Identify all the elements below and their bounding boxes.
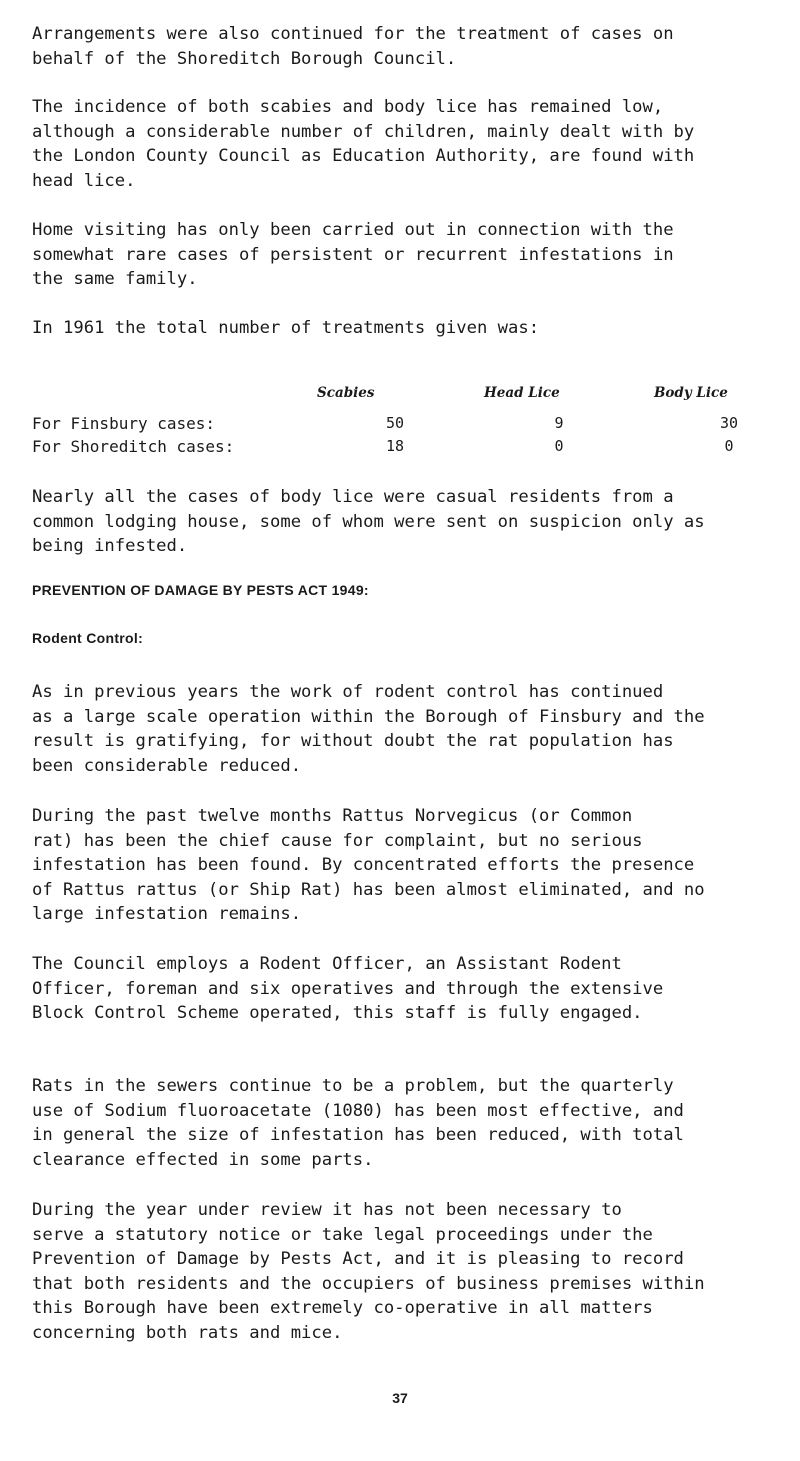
paragraph-rodent-work: As in previous years the work of rodent control has continued as a large scale operation within the Borough of Finsbury and the result is gratifying, for without doubt the rat population has been considerable reduced.	[32, 682, 705, 776]
table-cell: 18	[385, 437, 405, 455]
table-cell: 0	[724, 437, 734, 455]
page-number: 37	[392, 1390, 408, 1406]
table-cell: 50	[385, 414, 405, 432]
paragraph-incidence: The incidence of both scabies and body lice has remained low, although a considerable number of children, mainly dealt with by the London County Council as Education Authority, are found with head lice.	[32, 97, 695, 191]
table-cell: 9	[554, 414, 564, 432]
treatments-table	[32, 385, 772, 465]
column-header-body-lice: Body Lice	[654, 385, 728, 401]
column-header-head-lice: Head Lice	[484, 385, 560, 401]
paragraph-rodent-staff: The Council employs a Rodent Officer, an Assistant Rodent Officer, foreman and six operatives and through the extensive Block Control Scheme operated, this staff is fully engaged.	[32, 954, 664, 1023]
paragraph-legal-proceedings: During the year under review it has not been necessary to serve a statutory notice or take legal proceedings under the Prevention of Damage by Pests Act, and it is pleasing to record that both residents and the occupiers of business premises within this Borough have been extremely co-operative in all matters concerning both rats and mice.	[32, 1200, 705, 1343]
paragraph-body-lice-residents: Nearly all the cases of body lice were casual residents from a common lodging house, some of whom were sent on suspicion only as being infested.	[32, 487, 705, 556]
paragraph-total-treatments: In 1961 the total number of treatments given was:	[32, 318, 540, 338]
table-cell: 0	[554, 437, 564, 455]
paragraph-sewer-rats: Rats in the sewers continue to be a problem, but the quarterly use of Sodium fluoroacetate (1080) has been most effective, and in general the size of infestation has been reduced, with total clearance effected in some parts.	[32, 1076, 684, 1170]
table-cell: 30	[719, 414, 739, 432]
paragraph-shoreditch-arrangements: Arrangements were also continued for the treatment of cases on behalf of the Shoreditch Borough Council.	[32, 24, 674, 69]
paragraph-home-visiting: Home visiting has only been carried out in connection with the somewhat rare cases of persistent or recurrent infestations in the same family.	[32, 220, 674, 289]
section-heading-pests-act: PREVENTION OF DAMAGE BY PESTS ACT 1949:	[32, 582, 369, 598]
subsection-heading-rodent-control: Rodent Control:	[32, 630, 144, 646]
row-label: For Shoreditch cases:	[32, 437, 235, 456]
paragraph-rattus-norvegicus: During the past twelve months Rattus Norvegicus (or Common rat) has been the chief cause for complaint, but no serious infestation has been found. By concentrated efforts the presence of Rattus rattus (or Ship Rat) has been almost eliminated, and no large infestation remains.	[32, 806, 705, 924]
column-header-scabies: Scabies	[317, 385, 375, 401]
row-label: For Finsbury cases:	[32, 414, 216, 433]
